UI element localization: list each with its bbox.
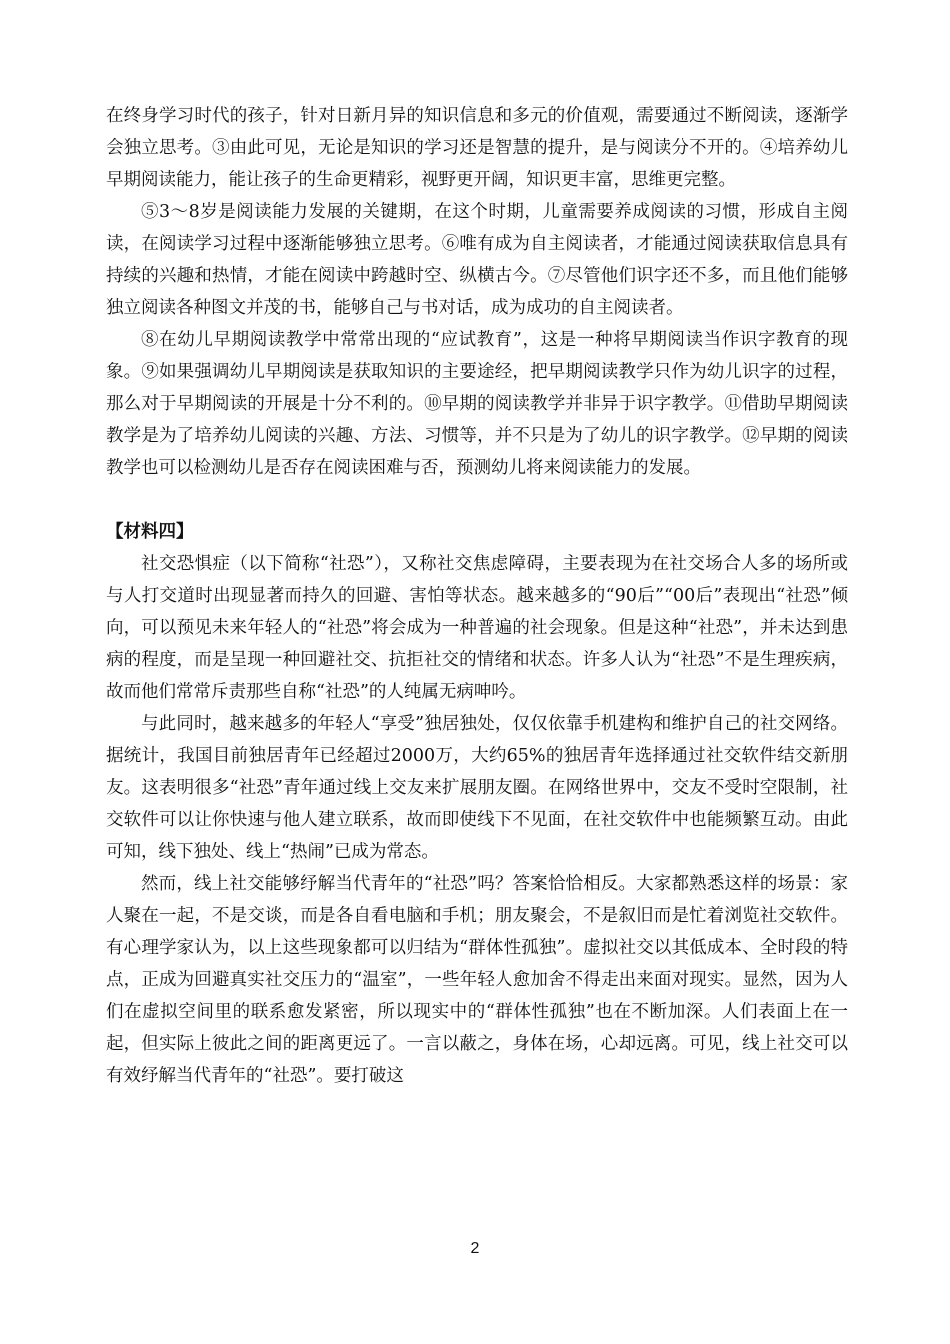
document-page [106,100,848,1092]
material3-paragraph-1: 在终身学习时代的孩子，针对日新月异的知识信息和多元的价值观，需要通过不断阅读，逐渐学会独立思考。③由此可见，无论是知识的学习还是智慧的提升，是与阅读分不开的。④培养幼儿早期阅读能力，能让孩子的生命更精彩，视野更开阔，知识更丰富，思维更完整。 [106,106,848,190]
page-number: 2 [470,1240,480,1257]
material4-paragraph-1: 社交恐惧症（以下简称“社恐”），又称社交焦虑障碍，主要表现为在社交场合人多的场所或与人打交道时出现显著而持久的回避、害怕等状态。越来越多的“90后”“00后”表现出“社恐”倾向，可以预见未来年轻人的“社恐”将会成为一种普遍的社会现象。但是这种“社恐”，并未达到患病的程度，而是呈现一种回避社交、抗拒社交的情绪和状态。许多人认为“社恐”不是生理疾病，故而他们常常斥责那些自称“社恐”的人纯属无病呻吟。 [106,554,848,702]
material3-paragraph-2: ⑤3～8岁是阅读能力发展的关键期，在这个时期，儿童需要养成阅读的习惯，形成自主阅读，在阅读学习过程中逐渐能够独立思考。⑥唯有成为自主阅读者，才能通过阅读获取信息具有持续的兴趣和热情，才能在阅读中跨越时空、纵横古今。⑦尽管他们识字还不多，而且他们能够独立阅读各种图文并茂的书，能够自己与书对话，成为成功的自主阅读者。 [106,202,848,318]
material4-paragraph-2: 与此同时，越来越多的年轻人“享受”独居独处，仅仅依靠手机建构和维护自己的社交网络。据统计，我国目前独居青年已经超过2000万，大约65%的独居青年选择通过社交软件结交新朋友。这表明很多“社恐”青年通过线上交友来扩展朋友圈。在网络世界中，交友不受时空限制，社交软件可以让你快速与他人建立联系，故而即使线下不见面，在社交软件中也能频繁互动。由此可知，线下独处、线上“热闹”已成为常态。 [106,714,848,862]
material4-paragraph-3: 然而，线上社交能够纾解当代青年的“社恐”吗？答案恰恰相反。大家都熟悉这样的场景：家人聚在一起，不是交谈，而是各自看电脑和手机；朋友聚会，不是叙旧而是忙着浏览社交软件。有心理学家认为，以上这些现象都可以归结为“群体性孤独”。虚拟社交以其低成本、全时段的特点，正成为回避真实社交压力的“温室”，一些年轻人愈加舍不得走出来面对现实。显然，因为人们在虚拟空间里的联系愈发紧密，所以现实中的“群体性孤独”也在不断加深。人们表面上在一起，但实际上彼此之间的距离更远了。一言以蔽之，身体在场，心却远离。可见，线上社交可以有效纾解当代青年的“社恐”。要打破这 [106,874,848,1086]
material4-heading: 【材料四】 [106,522,194,542]
material3-paragraph-3: ⑧在幼儿早期阅读教学中常常出现的“应试教育”，这是一种将早期阅读当作识字教育的现象。⑨如果强调幼儿早期阅读是获取知识的主要途经，把早期阅读教学只作为幼儿识字的过程，那么对于早期阅读的开展是十分不利的。⑩早期的阅读教学并非异于识字教学。⑪借助早期阅读教学是为了培养幼儿阅读的兴趣、方法、习惯等，并不只是为了幼儿的识字教学。⑫早期的阅读教学也可以检测幼儿是否存在阅读困难与否，预测幼儿将来阅读能力的发展。 [106,330,848,478]
